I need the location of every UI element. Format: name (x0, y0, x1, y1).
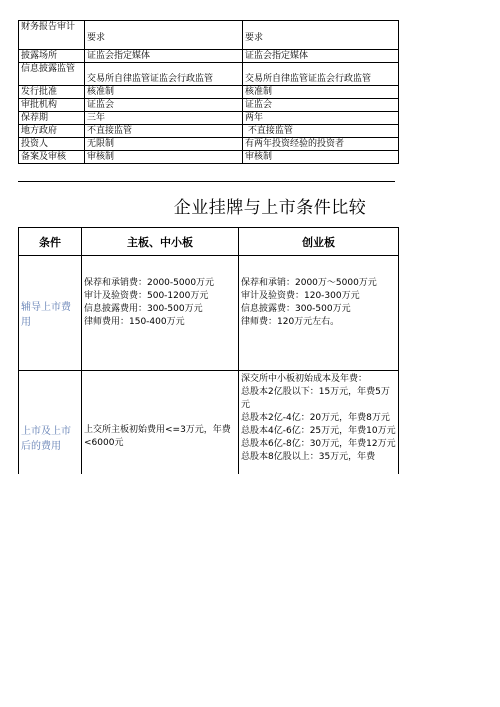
table-row (19, 256, 399, 371)
row-label-post-listing: 上市及上市后的费用 (19, 371, 82, 475)
table-row (19, 125, 399, 138)
fee-line: 总股本2亿-4亿：20万元，年费8万元 (241, 413, 390, 423)
main-board-cell: 交易所自律监管证监会行政监管 (85, 63, 243, 86)
gem-cell: 证监会指定媒体 (243, 50, 399, 63)
section-divider (18, 181, 395, 182)
fee-text: 上交所主板初始费用<=3万元，年费<6000元 (84, 425, 231, 448)
main-board-cell: 不直接监管 (85, 125, 243, 138)
fee-line: 深交所中小板初始成本及年费： (241, 374, 368, 384)
gem-cell: 有两年投资经验的投资者 (243, 138, 399, 151)
table-row (19, 112, 399, 125)
row-label: 信息披露监管 (19, 63, 85, 86)
gem-cell: 要求 (243, 21, 399, 50)
gem-listing-fee-cell (239, 256, 399, 371)
fee-line: 保荐和承销费：2000-5000万元 (84, 278, 215, 288)
main-board-cell: 审核制 (85, 151, 243, 164)
regulation-comparison-table (18, 20, 399, 164)
main-board-post-listing-cell (82, 371, 239, 475)
main-board-listing-fee-cell (82, 256, 239, 371)
row-label: 披露场所 (19, 50, 85, 63)
table-row (19, 50, 399, 63)
fee-line: 总股本4亿-6亿：25万元，年费10万元 (241, 426, 396, 436)
fee-line: 审计及验资费：120-300万元 (241, 291, 360, 301)
main-board-cell: 要求 (85, 21, 243, 50)
fee-line: 保荐和承销：2000万～5000万元 (241, 278, 377, 288)
table-row (19, 63, 399, 86)
gem-cell: 证监会 (243, 99, 399, 112)
main-board-cell: 核准制 (85, 86, 243, 99)
gem-cell: 交易所自律监管证监会行政监管 (243, 63, 399, 86)
fee-line: 信息披露费：300-500万元 (241, 304, 351, 314)
table-row (19, 86, 399, 99)
page-title: 企业挂牌与上市条件比较 (173, 198, 367, 218)
gem-cell: 两年 (243, 112, 399, 125)
fee-line: 总股本6亿-8亿：30万元，年费12万元 (241, 439, 396, 449)
main-board-cell: 三年 (85, 112, 243, 125)
fee-line: 总股本8亿股以上：35万元，年费 (241, 452, 376, 462)
gem-cell: 核准制 (243, 86, 399, 99)
fee-line: 审计及验资费：500-1200万元 (84, 291, 209, 301)
main-board-cell: 证监会指定媒体 (85, 50, 243, 63)
row-label: 审批机构 (19, 99, 85, 112)
table-header-row (19, 228, 399, 256)
table-row (19, 21, 399, 50)
column-header-condition: 条件 (19, 228, 82, 256)
column-header-gem: 创业板 (239, 228, 399, 256)
column-header-main-board: 主板、中小板 (82, 228, 239, 256)
fee-line: 律师费用：150-400万元 (84, 317, 185, 327)
main-board-cell: 无限制 (85, 138, 243, 151)
row-label-listing-fee: 辅导上市费用 (19, 256, 82, 371)
row-label: 发行批准 (19, 86, 85, 99)
gem-cell: 不直接监管 (243, 125, 399, 138)
fee-line: 信息披露费用：300-500万元 (84, 304, 203, 314)
listing-cost-comparison-table (18, 227, 399, 474)
main-board-cell: 证监会 (85, 99, 243, 112)
row-label: 地方政府 (19, 125, 85, 138)
fee-line: 总股本2亿股以下：15万元，年费5万元 (241, 387, 390, 410)
row-label: 保荐期 (19, 112, 85, 125)
gem-post-listing-cell (239, 371, 399, 475)
table-row (19, 371, 399, 475)
table-row (19, 151, 399, 164)
row-label: 备案及审核 (19, 151, 85, 164)
fee-line: 律师费：120万元左右。 (241, 317, 340, 327)
row-label: 财务报告审计 (19, 21, 85, 50)
gem-cell: 审核制 (243, 151, 399, 164)
table-row (19, 138, 399, 151)
table-row (19, 99, 399, 112)
row-label: 投资人 (19, 138, 85, 151)
cost-table-viewport (18, 227, 400, 474)
